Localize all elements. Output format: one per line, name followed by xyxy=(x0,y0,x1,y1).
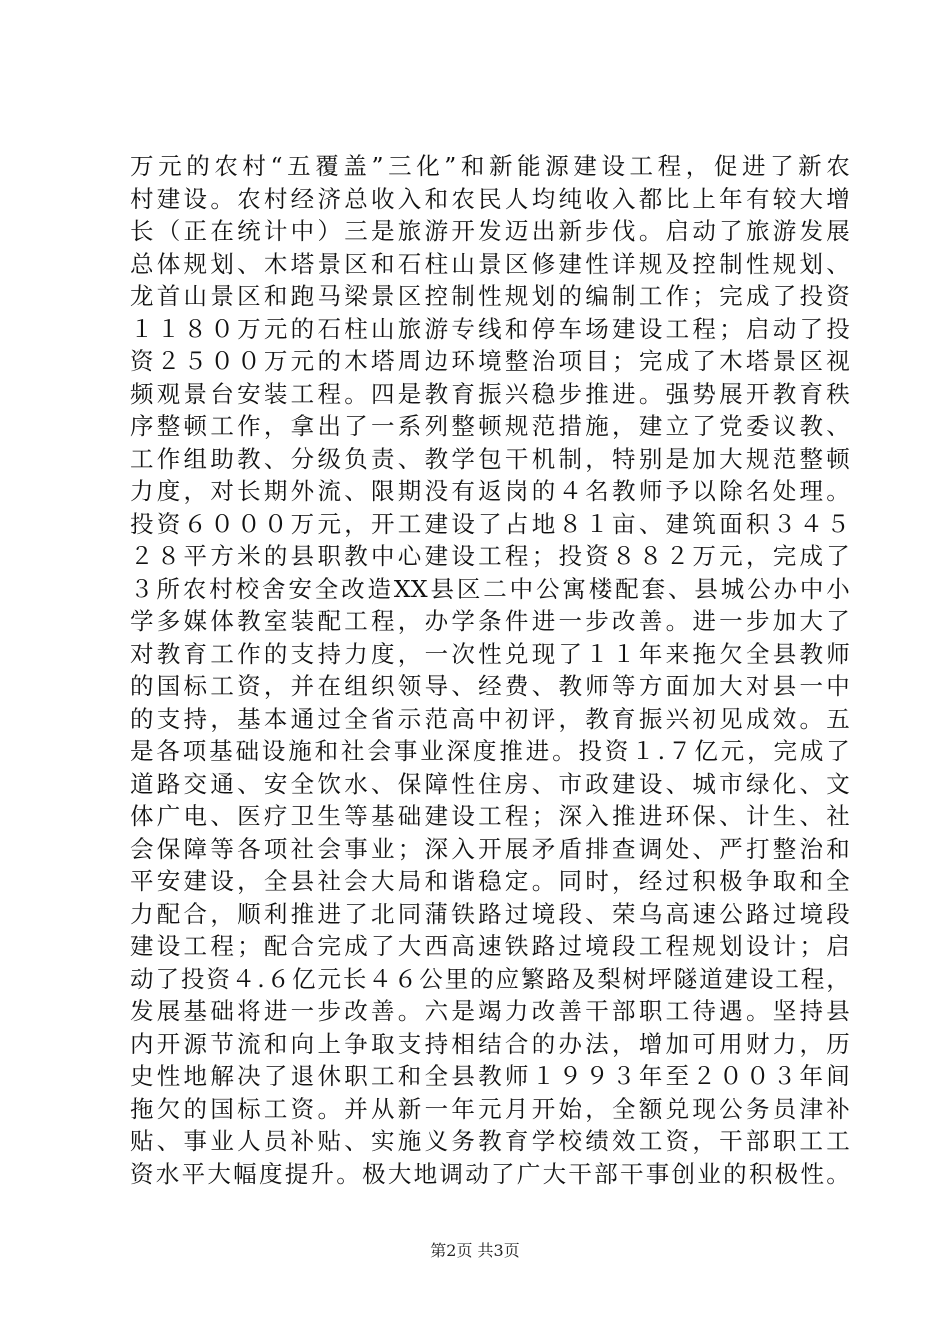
text-line: 学多媒体教室装配工程，办学条件进一步改善。进一步加大了 xyxy=(130,607,850,635)
text-line: 对教育工作的支持力度，一次性兑现了１１年来拖欠全县教师 xyxy=(130,639,850,668)
text-line: ２８平方米的县职教中心建设工程；投资８８２万元，完成了 xyxy=(130,542,850,570)
text-line: 道路交通、安全饮水、保障性住房、市政建设、城市绿化、文 xyxy=(130,769,850,798)
text-line: 长（正在统计中）三是旅游开发迈出新步伐。启动了旅游发展 xyxy=(130,217,850,245)
text-line: 内开源节流和向上争取支持相结合的办法，增加可用财力，历 xyxy=(130,1029,850,1058)
text-line: 贴、事业人员补贴、实施义务教育学校绩效工资，干部职工工 xyxy=(130,1127,850,1155)
text-line: １１８０万元的石柱山旅游专线和停车场建设工程；启动了投 xyxy=(130,314,850,343)
text-line: 会保障等各项社会事业；深入开展矛盾排查调处、严打整治和 xyxy=(130,834,850,863)
text-line: 发展基础将进一步改善。六是竭力改善干部职工待遇。坚持县 xyxy=(130,997,850,1025)
text-line: 投资６０００万元，开工建设了占地８１亩、建筑面积３４５ xyxy=(130,509,850,538)
text-line: 工作组助教、分级负责、教学包干机制，特别是加大规范整顿 xyxy=(130,444,850,473)
text-line: 万元的农村“五覆盖”三化”和新能源建设工程，促进了新农 xyxy=(130,152,850,180)
text-line: ３所农村校舍安全改造XX县区二中公寓楼配套、县城公办中小 xyxy=(130,574,850,603)
text-line: 平安建设，全县社会大局和谐稳定。同时，经过积极争取和全 xyxy=(130,867,850,895)
text-line: 动了投资４.６亿元长４６公里的应繁路及梨树坪隧道建设工程， xyxy=(130,964,850,993)
text-line: 龙首山景区和跑马梁景区控制性规划的编制工作；完成了投资 xyxy=(130,282,850,310)
text-line: 是各项基础设施和社会事业深度推进。投资１.７亿元，完成了 xyxy=(130,737,850,765)
text-line: 力配合，顺利推进了北同蒲铁路过境段、荣乌高速公路过境段 xyxy=(130,899,850,928)
text-line: 序整顿工作，拿出了一系列整顿规范措施，建立了党委议教、 xyxy=(130,412,850,440)
text-line: 体广电、医疗卫生等基础建设工程；深入推进环保、计生、社 xyxy=(130,802,850,830)
body-text xyxy=(130,150,850,1190)
text-line: 总体规划、木塔景区和石柱山景区修建性详规及控制性规划、 xyxy=(130,249,850,278)
text-line: 的国标工资，并在组织领导、经费、教师等方面加大对县一中 xyxy=(130,672,850,700)
page-footer: 第2页 共3页 xyxy=(430,1241,520,1260)
text-line: 资２５００万元的木塔周边环境整治项目；完成了木塔景区视 xyxy=(130,347,850,375)
text-line: 史性地解决了退休职工和全县教师１９９３年至２００３年间 xyxy=(130,1062,850,1090)
text-line: 资水平大幅度提升。极大地调动了广大干部干事创业的积极性。 xyxy=(130,1159,850,1188)
text-line: 拖欠的国标工资。并从新一年元月开始，全额兑现公务员津补 xyxy=(130,1094,850,1123)
text-line: 频观景台安装工程。四是教育振兴稳步推进。强势展开教育秩 xyxy=(130,379,850,408)
text-line: 村建设。农村经济总收入和农民人均纯收入都比上年有较大增 xyxy=(130,184,850,213)
text-line: 力度，对长期外流、限期没有返岗的４名教师予以除名处理。 xyxy=(130,477,850,505)
text-line: 的支持，基本通过全省示范高中初评，教育振兴初见成效。五 xyxy=(130,704,850,733)
text-line: 建设工程；配合完成了大西高速铁路过境段工程规划设计；启 xyxy=(130,932,850,960)
